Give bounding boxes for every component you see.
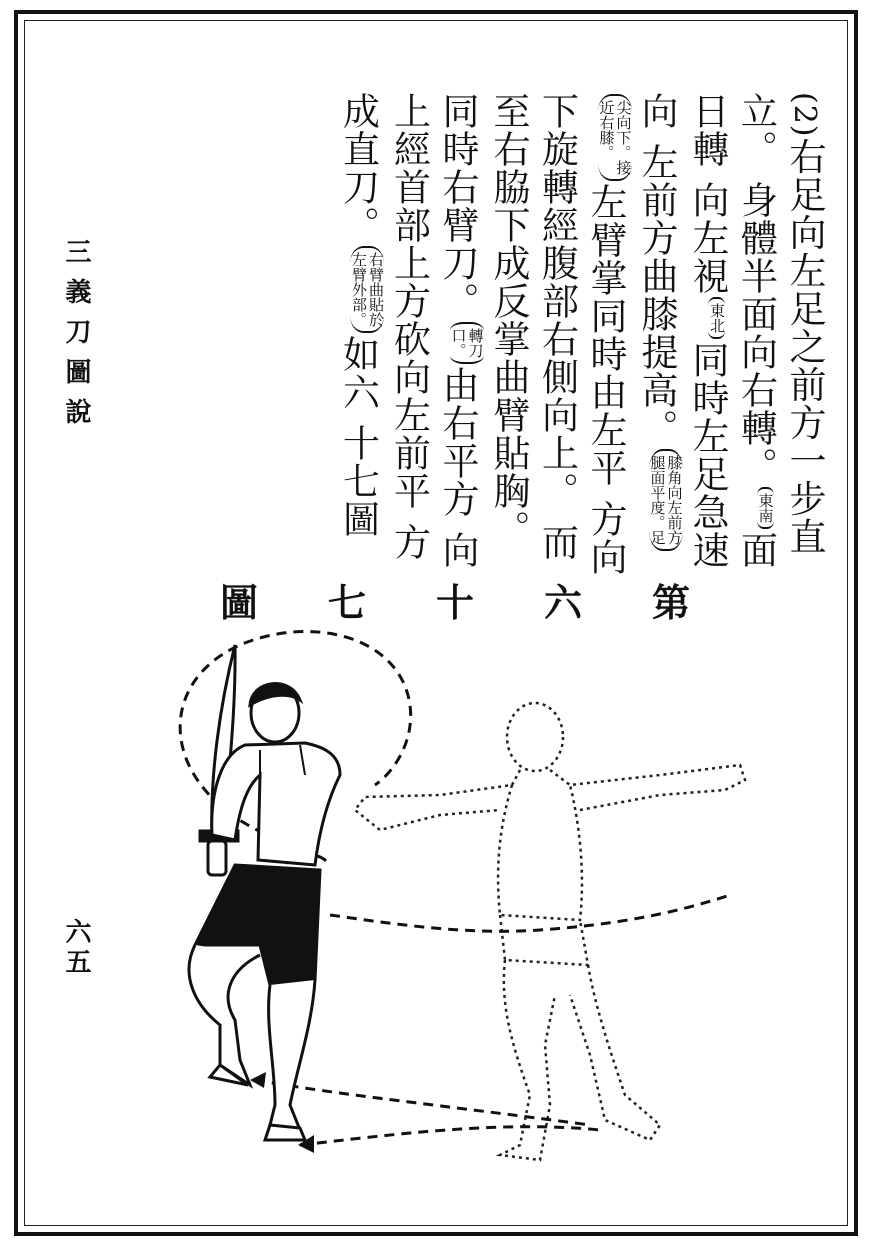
- text-col2a: 身體半面向右轉。: [734, 180, 778, 485]
- step-number: (2): [787, 92, 822, 138]
- page-number: 六五: [61, 918, 91, 978]
- text-col9: 向上經首部上方砍向左前平: [387, 92, 479, 569]
- text-col1: 右足向左足之前方一步直立。: [734, 92, 826, 556]
- caption-char-3: 十: [436, 580, 475, 625]
- note-knee: 膝角向左前方 腿面平度。足: [649, 449, 683, 551]
- note-arm: 右臂曲貼於 左臂外部。: [350, 246, 384, 333]
- text-col11: 十七圖: [336, 423, 380, 538]
- text-col10b: 如六: [336, 335, 380, 411]
- figure-caption: [220, 572, 691, 625]
- text-col2b: 面日轉: [686, 92, 778, 569]
- note-direction-2: 東北: [708, 297, 725, 339]
- text-col8b: 由右平方: [436, 366, 479, 518]
- text-col10a: 方成直刀。: [336, 92, 431, 561]
- text-col4a: 左前方曲膝提高。: [635, 142, 678, 447]
- text-col8a: 同時右臂刀。: [436, 92, 479, 320]
- note-direction-1: 東南: [757, 487, 774, 529]
- note-foot: 尖向下。接 近右膝。: [598, 94, 632, 181]
- book-title: 三義刀圖說: [61, 238, 91, 438]
- text-col3a: 向左視: [686, 180, 729, 295]
- text-col6: 方向下旋轉經腹部右側向上。: [535, 92, 627, 576]
- text-col5b: 左臂掌同時由左平: [584, 183, 627, 487]
- text-col3b: 同時左足急速向: [635, 92, 729, 569]
- caption-char-1: 第: [652, 580, 691, 625]
- caption-char-4: 七: [328, 580, 367, 625]
- ghost-figure: [355, 703, 745, 1160]
- text-col7: 而至右脇下成反掌曲臂貼胸。: [487, 92, 579, 561]
- instruction-text: [160, 92, 828, 582]
- sword-form-illustration: [140, 625, 780, 1185]
- main-figure: [189, 645, 340, 1140]
- note-blade: 轉刀 口。: [450, 322, 484, 364]
- caption-char-5: 圖: [220, 580, 259, 625]
- caption-char-2: 六: [544, 580, 583, 625]
